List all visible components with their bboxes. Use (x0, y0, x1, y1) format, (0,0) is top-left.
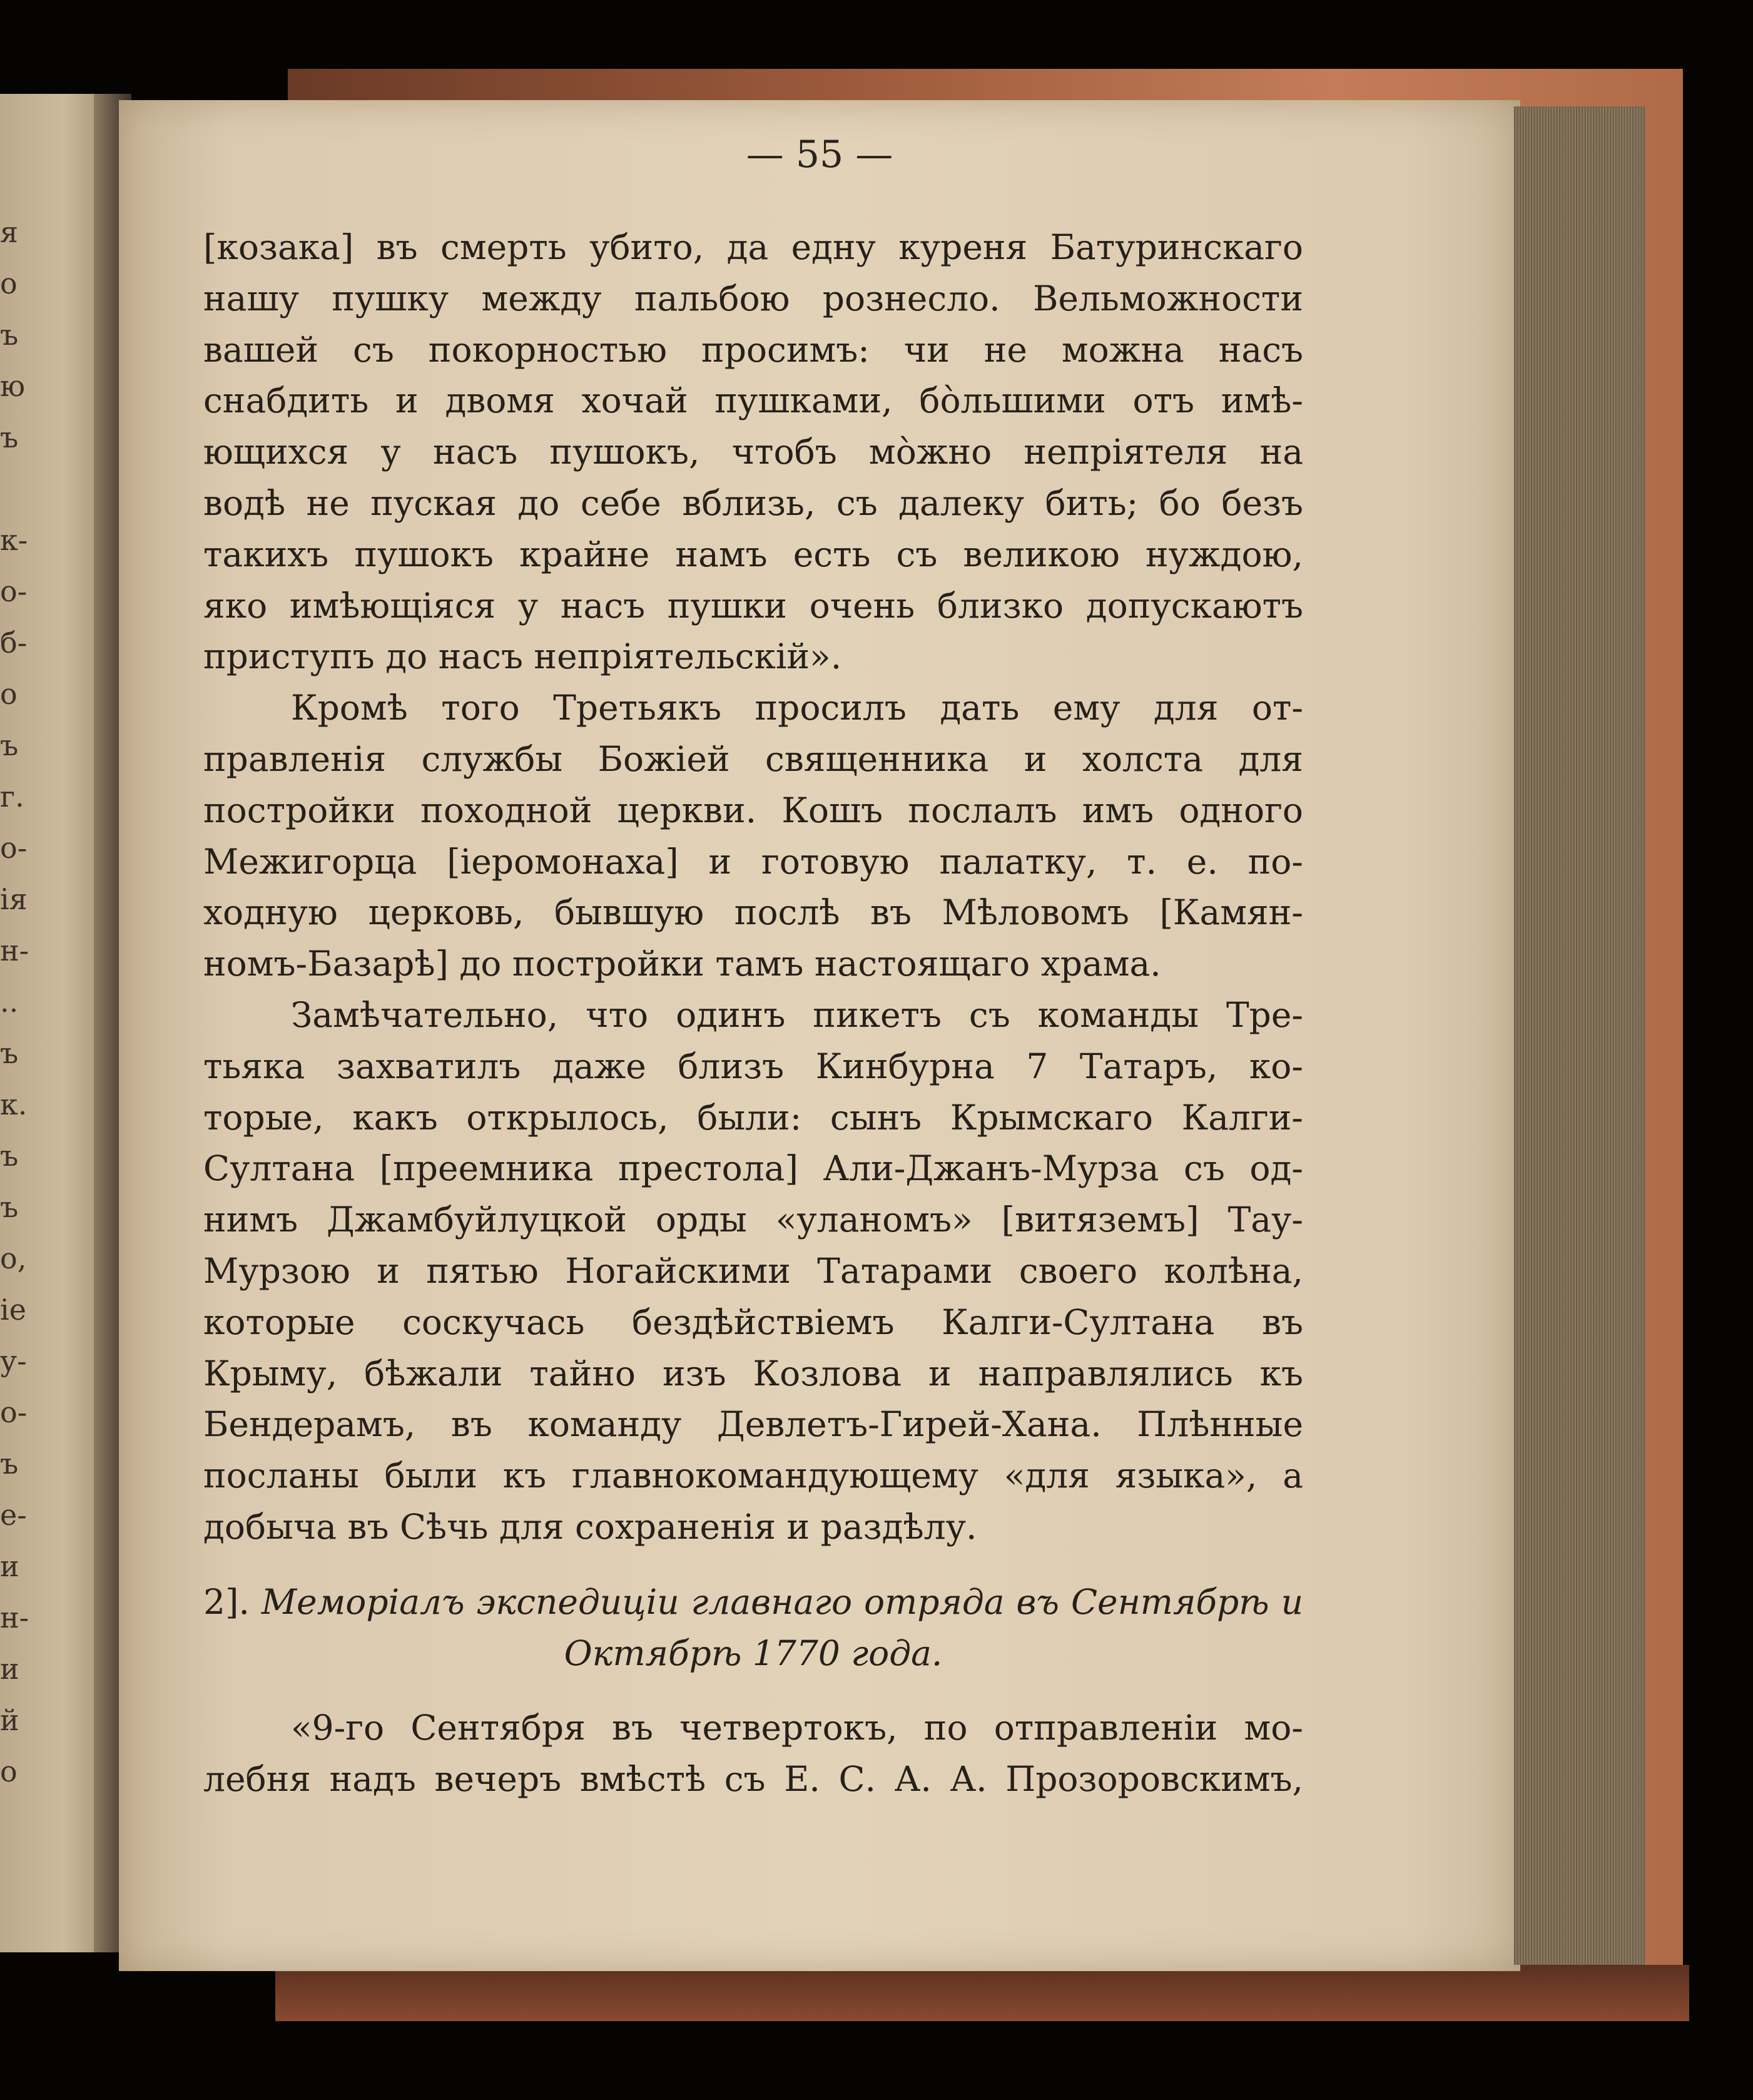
left-fragment: к. (0, 1088, 28, 1121)
text-line: Кромѣ того Третьякъ просилъ дать ему для от- (291, 688, 1303, 728)
text-line: снабдить и двомя хочай пушками, бо̀льшими отъ имѣ- (203, 380, 1303, 421)
text-line: нашу пушку между пальбою рознесло. Вельможности (203, 278, 1303, 319)
text-line: вашей съ покорностью просимъ: чи не можна насъ (203, 329, 1303, 370)
left-fragment: г. (0, 780, 24, 813)
section-title-line2: Октябрѣ 1770 года. (564, 1633, 943, 1673)
left-fragment: о- (0, 574, 28, 608)
text-line: лебня надъ вечеръ вмѣстѣ съ Е. С. А. А. Прозоровскимъ, (203, 1759, 1303, 1800)
text-line: приступъ до насъ непріятельскій». (203, 636, 842, 677)
left-fragment: я (0, 215, 19, 249)
text-line: которые соскучась бездѣйствіемъ Калги-Султана въ (203, 1302, 1303, 1342)
text-line: Межигорца [іеромонаха] и готовую палатку, т. е. по- (203, 841, 1303, 882)
section-number: 2]. (203, 1581, 250, 1622)
left-fragment: ія (0, 882, 28, 916)
book-cover-bottom-edge (275, 1965, 1689, 2021)
left-fragment: о, (0, 1241, 27, 1275)
text-line: постройки походной церкви. Кошъ послалъ имъ одного (203, 790, 1303, 830)
text-line: Мурзою и пятью Ногайскими Татарами своего колѣна, (203, 1250, 1303, 1291)
text-line: ющихся у насъ пушокъ, чтобъ мо̀жно непріятеля на (203, 432, 1303, 472)
left-fragment: ъ (0, 421, 19, 454)
left-fragment: ie (0, 1293, 26, 1327)
text-line: Замѣчательно, что одинъ пикетъ съ команды Тре- (291, 994, 1303, 1035)
text-line: ходную церковь, бывшую послѣ въ Мѣловомъ [Камян- (203, 892, 1303, 933)
text-line: добыча въ Сѣчь для сохраненія и раздѣлу. (203, 1506, 977, 1547)
left-fragment: о (0, 267, 18, 300)
page-text (203, 222, 1303, 1805)
left-fragment (0, 463, 25, 514)
left-fragment: ъ (0, 318, 19, 352)
left-fragment: б- (0, 626, 28, 660)
left-fragment: е- (0, 1498, 27, 1532)
text-line: [козака] въ смерть убито, да едну куреня Батуринскаго (203, 227, 1303, 267)
left-fragment: о (0, 1755, 18, 1788)
section-gap (203, 1679, 1303, 1703)
section-title-line1: Меморіалъ экспедиціи главнаго отряда въ Сентябрѣ и (261, 1581, 1303, 1622)
left-fragment: и (0, 1652, 19, 1686)
text-line: посланы были къ главнокомандующему «для языка», а (203, 1455, 1303, 1496)
text-line: нимъ Джамбуйлуцкой орды «уланомъ» [витяземъ] Тау- (203, 1200, 1303, 1240)
left-fragment: у- (0, 1344, 27, 1378)
left-fragment: .. (0, 985, 19, 1019)
text-line: «9-го Сентября въ четвертокъ, по отправленіи мо- (291, 1708, 1303, 1748)
left-fragment: о- (0, 1395, 28, 1429)
left-fragment: к- (0, 523, 28, 557)
left-fragment: о (0, 677, 18, 711)
text-line: номъ-Базарѣ] до постройки тамъ настоящаго храма. (203, 944, 1161, 984)
left-fragment: й (0, 1703, 19, 1737)
left-page-text-fragments (0, 206, 29, 1797)
text-line: Крыму, бѣжали тайно изъ Козлова и направлялись къ (203, 1353, 1303, 1394)
left-fragment: о- (0, 831, 28, 865)
left-fragment: и (0, 1549, 19, 1583)
text-line: яко имѣющіяся у насъ пушки очень близко допускаютъ (203, 585, 1303, 626)
left-fragment: ъ (0, 1139, 19, 1173)
left-fragment: н- (0, 934, 29, 967)
left-fragment: ъ (0, 1447, 19, 1481)
text-line: Султана [преемника престола] Али-Джанъ-Мурза съ од- (203, 1148, 1303, 1189)
text-line: тьяка захватилъ даже близъ Кинбурна 7 Татаръ, ко- (203, 1046, 1303, 1086)
left-fragment: ъ (0, 1190, 19, 1224)
left-fragment: ю (0, 369, 26, 403)
text-line: такихъ пушокъ крайне намъ есть съ великою нуждою, (203, 534, 1303, 574)
text-line: Бендерамъ, въ команду Девлетъ-Гирей-Хана. Плѣнные (203, 1404, 1303, 1445)
page-edges (1514, 106, 1645, 1965)
left-fragment: ъ (0, 1036, 19, 1070)
text-line: торые, какъ открылось, были: сынъ Крымскаго Калги- (203, 1097, 1303, 1138)
section-gap (203, 1553, 1303, 1577)
section-heading-line2 (203, 1628, 1303, 1679)
text-line: водѣ не пуская до себе вблизь, съ далеку бить; бо безъ (203, 482, 1303, 523)
page-number: — 55 — (746, 133, 893, 176)
section-heading (203, 1577, 1303, 1628)
left-fragment: н- (0, 1601, 29, 1634)
text-line: правленія службы Божіей священника и холста для (203, 738, 1303, 779)
left-fragment: ъ (0, 728, 19, 762)
